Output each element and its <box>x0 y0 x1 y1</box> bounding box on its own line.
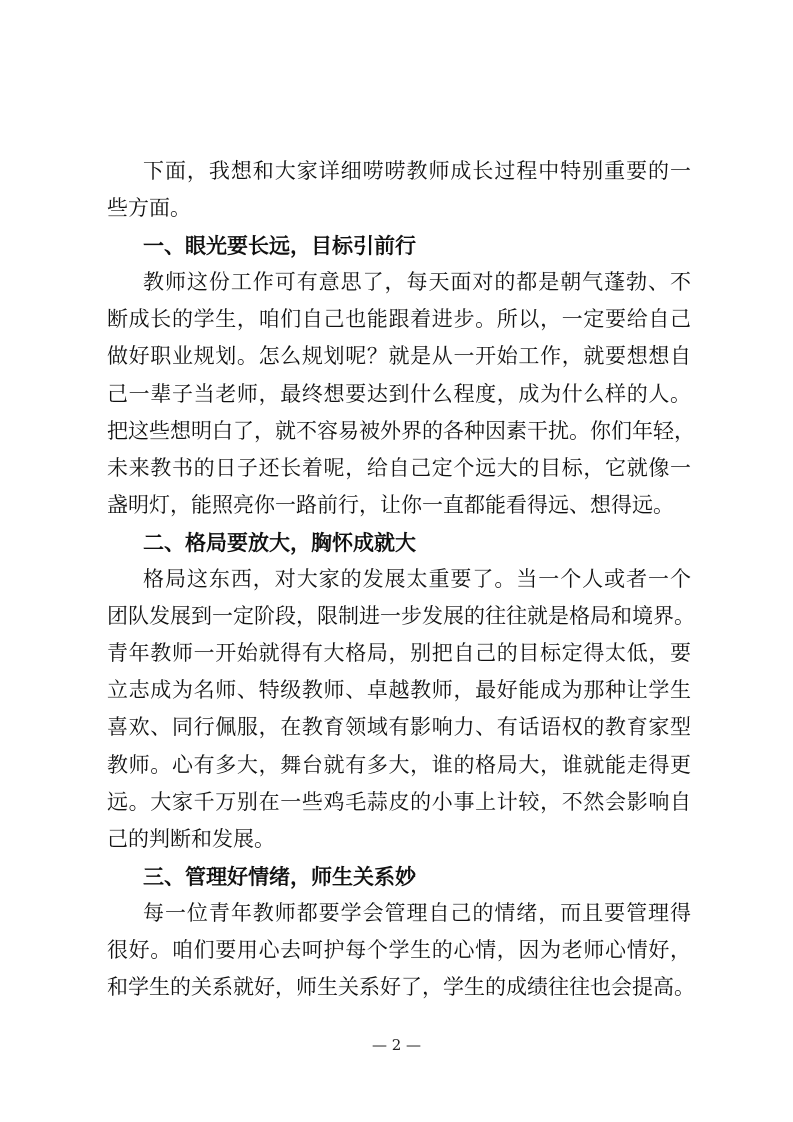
text-line: 和学生的关系就好，师生关系好了，学生的成绩往往也会提高。 <box>107 975 695 1000</box>
section-heading <box>107 858 691 895</box>
text-line: 教师这份工作可有意思了，每天面对的都是朝气蓬勃、不 <box>143 270 691 295</box>
text-line: 下面，我想和大家详细唠唠教师成长过程中特别重要的一 <box>143 159 691 183</box>
text-line: 把这些想明白了，就不容易被外界的各种因素干扰。你们年轻， <box>107 418 695 443</box>
text-line: 喜欢、同行佩服，在教育领域有影响力、有话语权的教育家型 <box>107 715 691 740</box>
paragraph <box>107 264 695 524</box>
paragraph <box>107 153 691 227</box>
text-line: 格局这东西，对大家的发展太重要了。当一个人或者一个 <box>143 567 691 592</box>
text-line: 未来教书的日子还长着呢，给自己定个远大的目标，它就像一 <box>107 455 691 480</box>
text-line: 很好。咱们要用心去呵护每个学生的心情，因为老师心情好， <box>107 937 691 962</box>
text-line: 青年教师一开始就得有大格局，别把自己的目标定得太低，要 <box>107 641 691 666</box>
text-line: 做好职业规划。怎么规划呢？就是从一开始工作，就要想想自 <box>107 344 691 369</box>
text-line: 一、眼光要长远，目标引前行 <box>143 233 416 259</box>
text-line: 己的判断和发展。 <box>107 826 275 851</box>
text-line: 盏明灯，能照亮你一路前行，让你一直都能看得远、想得远。 <box>107 492 674 517</box>
paragraph <box>107 895 695 1006</box>
section-heading <box>107 524 691 561</box>
text-line: 教师。心有多大，舞台就有多大，谁的格局大，谁就能走得更 <box>107 752 691 777</box>
page-number: — 2 — <box>371 1036 422 1054</box>
text-line: 团队发展到一定阶段，限制进一步发展的往往就是格局和境界。 <box>107 604 695 629</box>
text-line: 远。大家千万别在一些鸡毛蒜皮的小事上计较，不然会影响自 <box>107 789 691 814</box>
text-line: 断成长的学生，咱们自己也能跟着进步。所以，一定要给自己 <box>107 307 691 332</box>
document-body <box>107 153 695 1006</box>
paragraph <box>107 561 695 858</box>
text-line: 立志成为名师、特级教师、卓越教师，最好能成为那种让学生 <box>107 678 691 703</box>
text-line: 己一辈子当老师，最终想要达到什么程度，成为什么样的人。 <box>107 381 691 406</box>
text-line: 每一位青年教师都要学会管理自己的情绪，而且要管理得 <box>143 900 691 925</box>
text-line: 三、管理好情绪，师生关系妙 <box>143 863 416 889</box>
text-line: 些方面。 <box>107 196 191 221</box>
text-line: 二、格局要放大，胸怀成就大 <box>143 529 416 555</box>
section-heading <box>107 227 691 264</box>
